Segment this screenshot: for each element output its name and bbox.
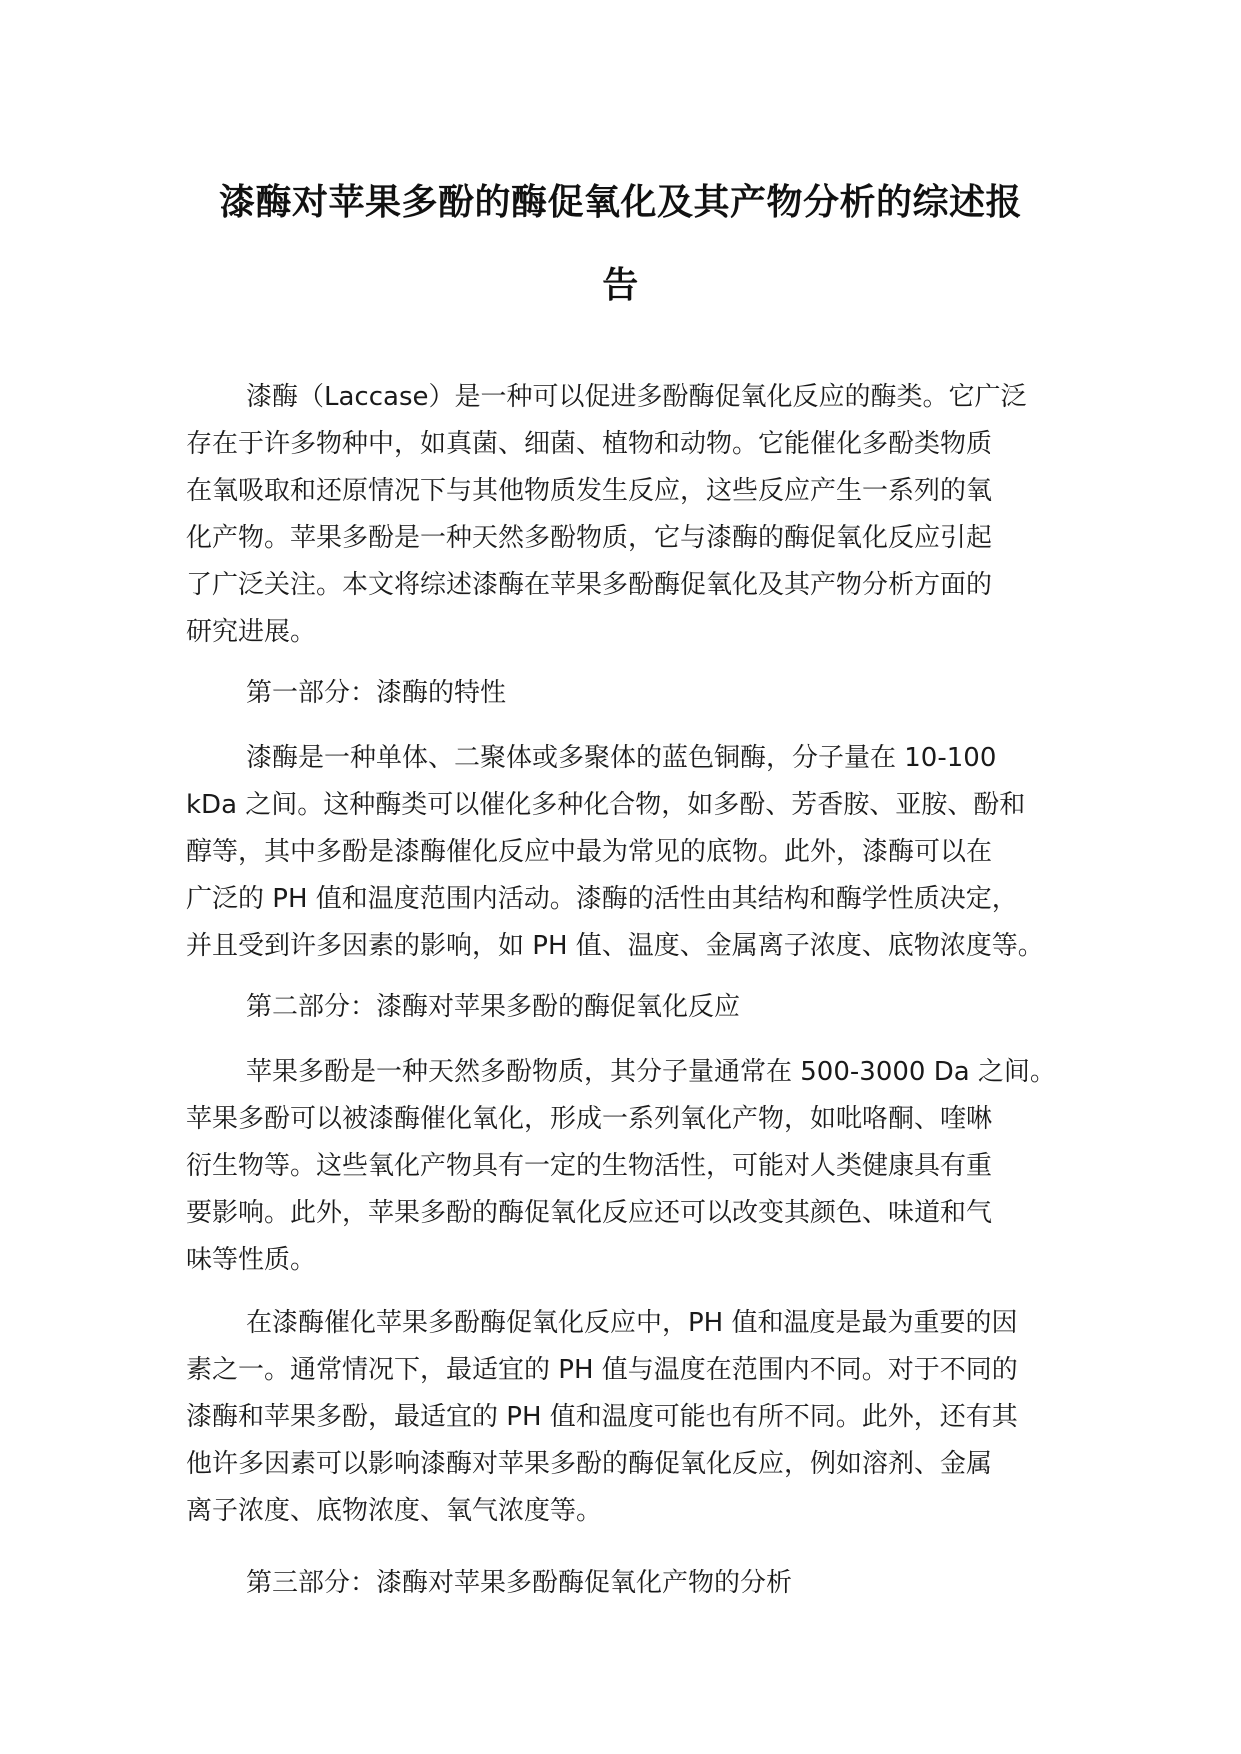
section-heading-3	[186, 1560, 1066, 1607]
paragraph-line: 研究进展。	[186, 617, 317, 647]
paragraph-line: 味等性质。	[186, 1245, 317, 1275]
paragraph-line: 存在于许多物种中，如真菌、细菌、植物和动物。它能催化多酚类物质	[186, 429, 993, 459]
apple-polyphenol-paragraph	[186, 1049, 1066, 1284]
section-heading-text: 第三部分：漆酶对苹果多酚酶促氧化产物的分析	[246, 1568, 793, 1598]
paragraph-line: 在氧吸取和还原情况下与其他物质发生反应，这些反应产生一系列的氧	[186, 476, 993, 506]
paragraph-line: 广泛的 PH 值和温度范围内活动。漆酶的活性由其结构和酶学性质决定，	[186, 884, 1018, 914]
paragraph-line: 了广泛关注。本文将综述漆酶在苹果多酚酶促氧化及其产物分析方面的	[186, 570, 993, 600]
paragraph-line: 离子浓度、底物浓度、氧气浓度等。	[186, 1496, 603, 1526]
document-title-line-2: 告	[602, 265, 639, 306]
paragraph-line: 醇等，其中多酚是漆酶催化反应中最为常见的底物。此外，漆酶可以在	[186, 837, 993, 867]
paragraph-line: 漆酶（Laccase）是一种可以促进多酚酶促氧化反应的酶类。它广泛	[246, 382, 1027, 412]
paragraph-line: 苹果多酚可以被漆酶催化氧化，形成一系列氧化产物，如吡咯酮、喹啉	[186, 1104, 993, 1134]
paragraph-line: 在漆酶催化苹果多酚酶促氧化反应中，PH 值和温度是最为重要的因	[246, 1308, 1018, 1338]
section-heading-text: 第二部分：漆酶对苹果多酚的酶促氧化反应	[246, 992, 741, 1022]
document-title-line-1: 漆酶对苹果多酚的酶促氧化及其产物分析的综述报	[218, 182, 1022, 223]
paragraph-line: 苹果多酚是一种天然多酚物质，其分子量通常在 500-3000 Da 之间。	[246, 1057, 1056, 1087]
section-heading-2	[186, 984, 1066, 1031]
paragraph-line: 漆酶是一种单体、二聚体或多聚体的蓝色铜酶，分子量在 10-100	[246, 743, 997, 773]
section-heading-1	[186, 670, 1066, 717]
paragraph-line: 他许多因素可以影响漆酶对苹果多酚的酶促氧化反应，例如溶剂、金属	[186, 1449, 993, 1479]
paragraph-line: 素之一。通常情况下，最适宜的 PH 值与温度在范围内不同。对于不同的	[186, 1355, 1018, 1385]
laccase-properties-paragraph	[186, 735, 1066, 970]
factors-paragraph	[186, 1300, 1066, 1535]
paragraph-line: 化产物。苹果多酚是一种天然多酚物质，它与漆酶的酶促氧化反应引起	[186, 523, 993, 553]
section-heading-text: 第一部分：漆酶的特性	[246, 678, 507, 708]
paragraph-line: kDa 之间。这种酶类可以催化多种化合物，如多酚、芳香胺、亚胺、酚和	[186, 790, 1026, 820]
intro-paragraph	[186, 374, 1066, 656]
paragraph-line: 衍生物等。这些氧化产物具有一定的生物活性，可能对人类健康具有重	[186, 1151, 993, 1181]
paragraph-line: 要影响。此外，苹果多酚的酶促氧化反应还可以改变其颜色、味道和气	[186, 1198, 993, 1228]
paragraph-line: 并且受到许多因素的影响，如 PH 值、温度、金属离子浓度、底物浓度等。	[186, 931, 1044, 961]
paragraph-line: 漆酶和苹果多酚，最适宜的 PH 值和温度可能也有所不同。此外，还有其	[186, 1402, 1018, 1432]
